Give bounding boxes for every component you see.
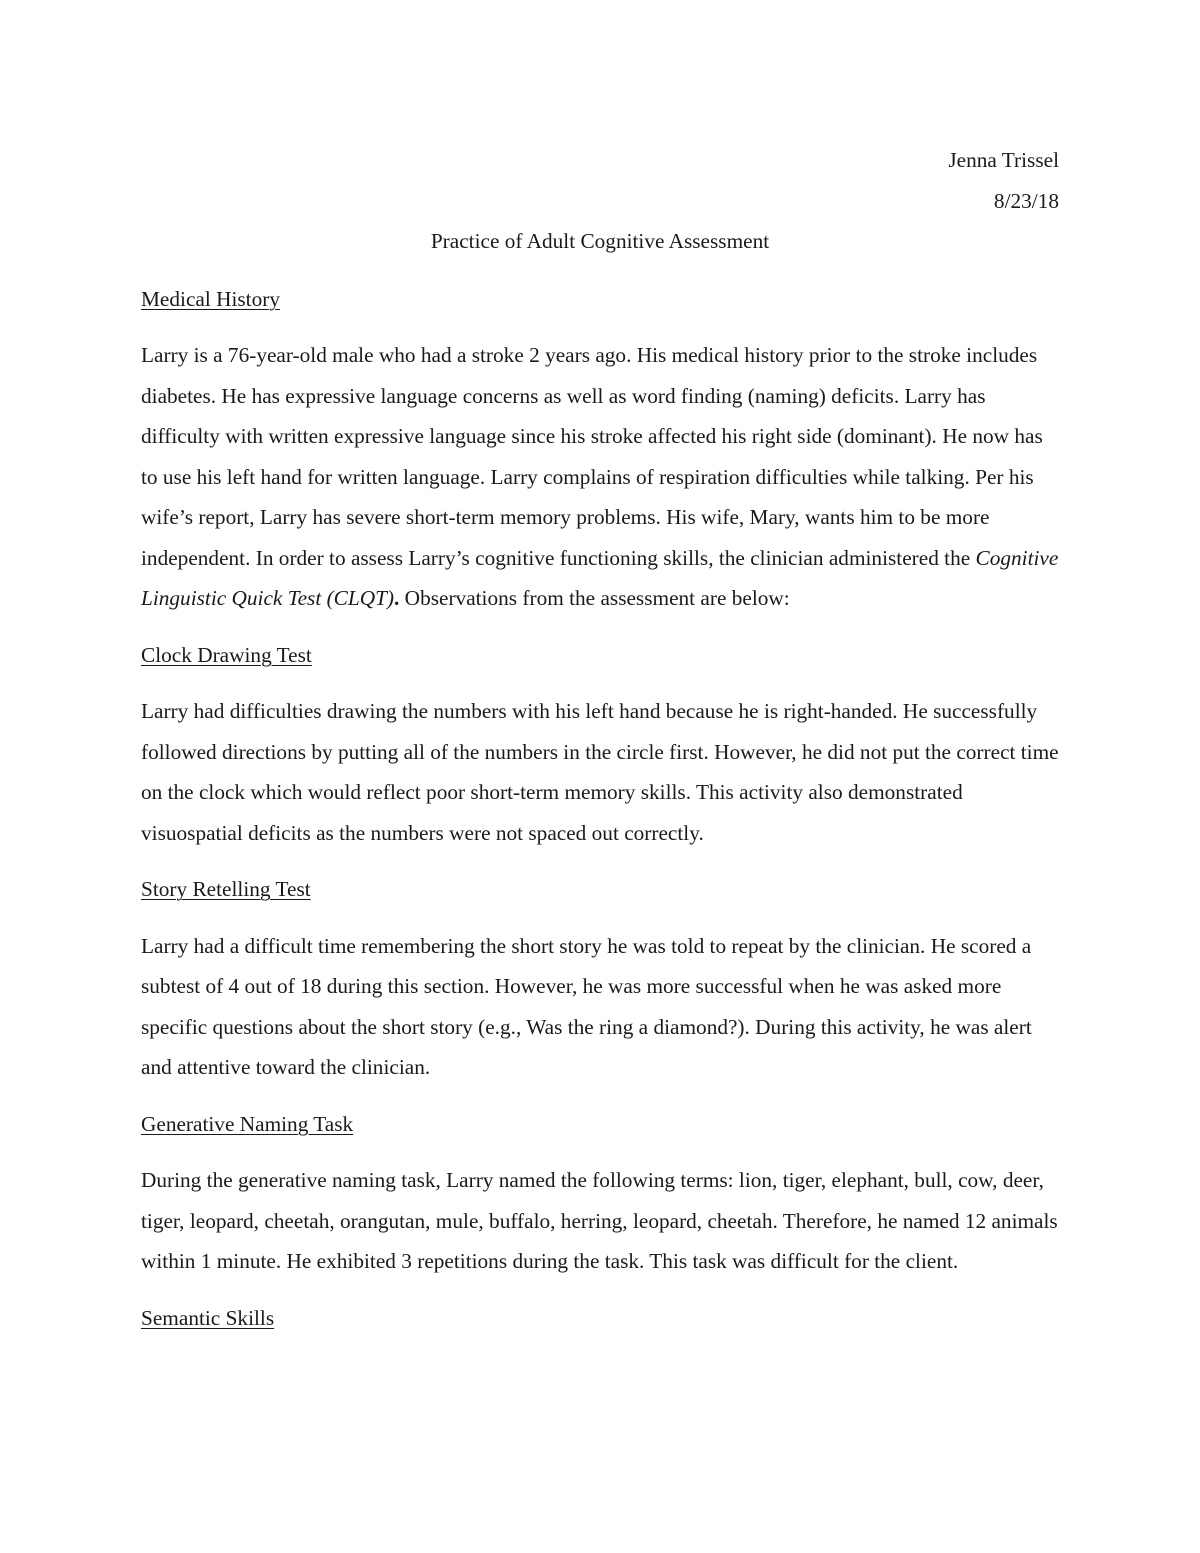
test-name-period: .: [394, 586, 400, 610]
heading-semantic-skills: Semantic Skills: [141, 1305, 275, 1330]
heading-clock-drawing: Clock Drawing Test: [141, 642, 312, 667]
test-name: Cognitive Linguistic Quick Test (CLQT): [141, 545, 1059, 610]
paragraph-story-retelling: Larry had a difficult time remembering the short story he was told to repeat by the clinician. He scored a subtest of 4 out of 18 during this section. However, he was more successful when he was asked more specific questions about the short story (e.g., Was the ring a diamond?). During this activity, he was alert and attentive toward the clinician.: [141, 933, 1032, 1079]
medical-history-text-end: Observations from the assessment are below:: [399, 586, 790, 610]
heading-story-retelling: Story Retelling Test: [141, 877, 311, 901]
author-name: Jenna Trissel: [948, 148, 1059, 172]
paragraph-generative-naming: During the generative naming task, Larry named the following terms: lion, tiger, elephant, bull, cow, deer, tiger, leopard, cheetah, orangutan, mule, buffalo, herring, leopard, cheetah. Therefore, he named 12 animals within 1 minute. He exhibited 3 repetitions during the task. This task was difficult for the client.: [141, 1168, 1058, 1273]
paragraph-medical-history: [141, 335, 1059, 619]
document-date: 8/23/18: [993, 188, 1059, 213]
heading-medical-history: Medical History: [141, 286, 280, 311]
document-title: Practice of Adult Cognitive Assessment: [430, 229, 770, 253]
medical-history-text: Larry is a 76-year-old male who had a stroke 2 years ago. His medical history prior to the stroke includes diabetes. He has expressive language concerns as well as word finding (naming) deficits. Larry has difficulty with written expressive language since his stroke affected his right side (dominant). He now has to use his left hand for written language. Larry complains of respiration difficulties while talking. Per his wife’s report, Larry has severe short-term memory problems. His wife, Mary, wants him to be more independent. In order to assess Larry’s cognitive functioning skills, the clinician administered the: [141, 343, 1043, 570]
heading-generative-naming: Generative Naming Task: [141, 1111, 354, 1136]
document-body: [141, 140, 1059, 1354]
paragraph-clock-drawing: Larry had difficulties drawing the numbers with his left hand because he is right-handed. He successfully followed directions by putting all of the numbers in the circle first. However, he did not put the correct time on the clock which would reflect poor short-term memory skills. This activity also demonstrated visuospatial deficits as the numbers were not spaced out correctly.: [141, 699, 1059, 845]
